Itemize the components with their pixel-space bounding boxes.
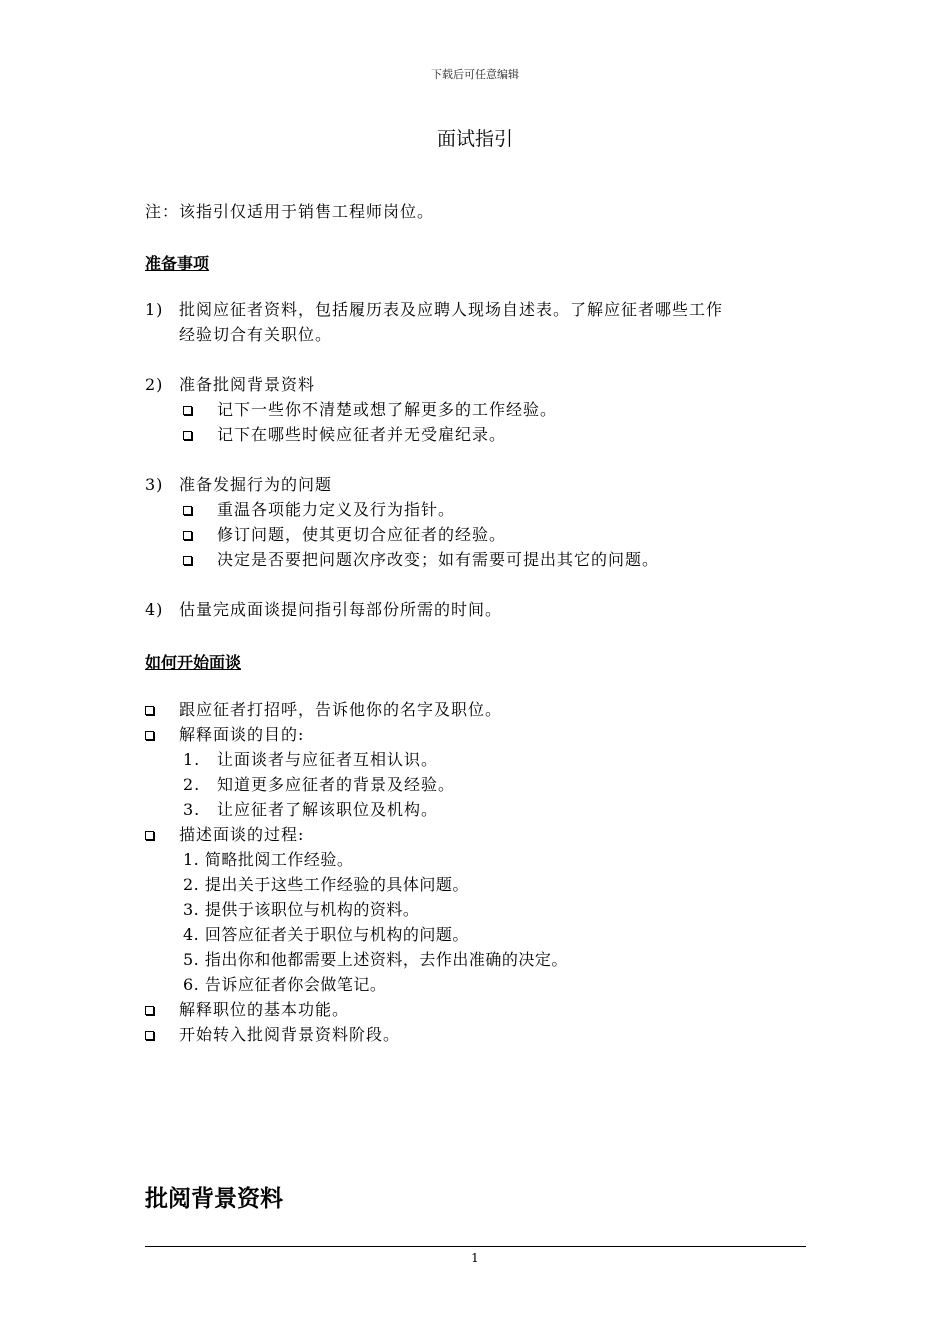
list-item-number: 2) — [145, 375, 164, 394]
page-header-note: 下载后可任意编辑 — [431, 68, 519, 81]
bullet-text: 描述面谈的过程: — [179, 825, 305, 844]
sub-item-text: 知道更多应征者的背景及经验。 — [217, 775, 456, 794]
bullet-text: 解释职位的基本功能。 — [179, 1000, 350, 1019]
list-item-text: 估量完成面谈提问指引每部份所需的时间。 — [179, 600, 503, 619]
footer-divider — [145, 1246, 806, 1247]
process-step: 1. 简略批阅工作经验。 — [183, 850, 354, 869]
list-item-text: 准备发掘行为的问题 — [179, 475, 333, 494]
square-bullet-icon — [145, 1031, 154, 1040]
page-number: 1 — [471, 1251, 479, 1265]
square-bullet-icon — [145, 731, 154, 740]
square-bullet-icon — [145, 706, 154, 715]
list-item-text: 准备批阅背景资料 — [179, 375, 316, 394]
process-step: 6. 告诉应征者你会做笔记。 — [183, 975, 387, 994]
bullet-text: 开始转入批阅背景资料阶段。 — [179, 1025, 401, 1044]
sub-item-number: 1. — [183, 750, 201, 769]
section-heading-preparation: 准备事项 — [145, 254, 210, 273]
list-item-text: 批阅应征者资料，包括履历表及应聘人现场自述表。了解应征者哪些工作 — [179, 300, 724, 319]
sub-item-text: 让应征者了解该职位及机构。 — [217, 800, 439, 819]
bullet-text: 修订问题，使其更切合应征者的经验。 — [217, 525, 507, 544]
process-step: 5. 指出你和他都需要上述资料，去作出准确的决定。 — [183, 950, 568, 969]
process-step: 2. 提出关于这些工作经验的具体问题。 — [183, 875, 469, 894]
square-bullet-icon — [183, 556, 192, 565]
square-bullet-icon — [183, 431, 192, 440]
square-bullet-icon — [183, 506, 192, 515]
list-item-text-continued: 经验切合有关职位。 — [179, 325, 333, 344]
sub-item-number: 3. — [183, 800, 201, 819]
section-heading-start-interview: 如何开始面谈 — [145, 653, 242, 672]
sub-item-number: 2. — [183, 775, 201, 794]
square-bullet-icon — [183, 531, 192, 540]
bullet-text: 重温各项能力定义及行为指针。 — [217, 500, 456, 519]
bullet-text: 解释面谈的目的: — [179, 725, 305, 744]
process-step: 4. 回答应征者关于职位与机构的问题。 — [183, 925, 469, 944]
list-item-number: 4) — [145, 600, 164, 619]
applicability-note: 注：该指引仅适用于销售工程师岗位。 — [145, 202, 435, 221]
process-step: 3. 提供于该职位与机构的资料。 — [183, 900, 420, 919]
list-item-number: 1) — [145, 300, 164, 319]
bullet-text: 记下一些你不清楚或想了解更多的工作经验。 — [217, 400, 558, 419]
document-title: 面试指引 — [436, 128, 513, 150]
list-item-number: 3) — [145, 475, 164, 494]
square-bullet-icon — [145, 831, 154, 840]
bullet-text: 决定是否要把问题次序改变；如有需要可提出其它的问题。 — [217, 550, 660, 569]
square-bullet-icon — [183, 406, 192, 415]
square-bullet-icon — [145, 1006, 154, 1015]
bullet-text: 跟应征者打招呼，告诉他你的名字及职位。 — [179, 700, 503, 719]
section-heading-background-review: 批阅背景资料 — [145, 1186, 283, 1212]
sub-item-text: 让面谈者与应征者互相认识。 — [217, 750, 439, 769]
bullet-text: 记下在哪些时候应征者并无受雇纪录。 — [217, 425, 507, 444]
